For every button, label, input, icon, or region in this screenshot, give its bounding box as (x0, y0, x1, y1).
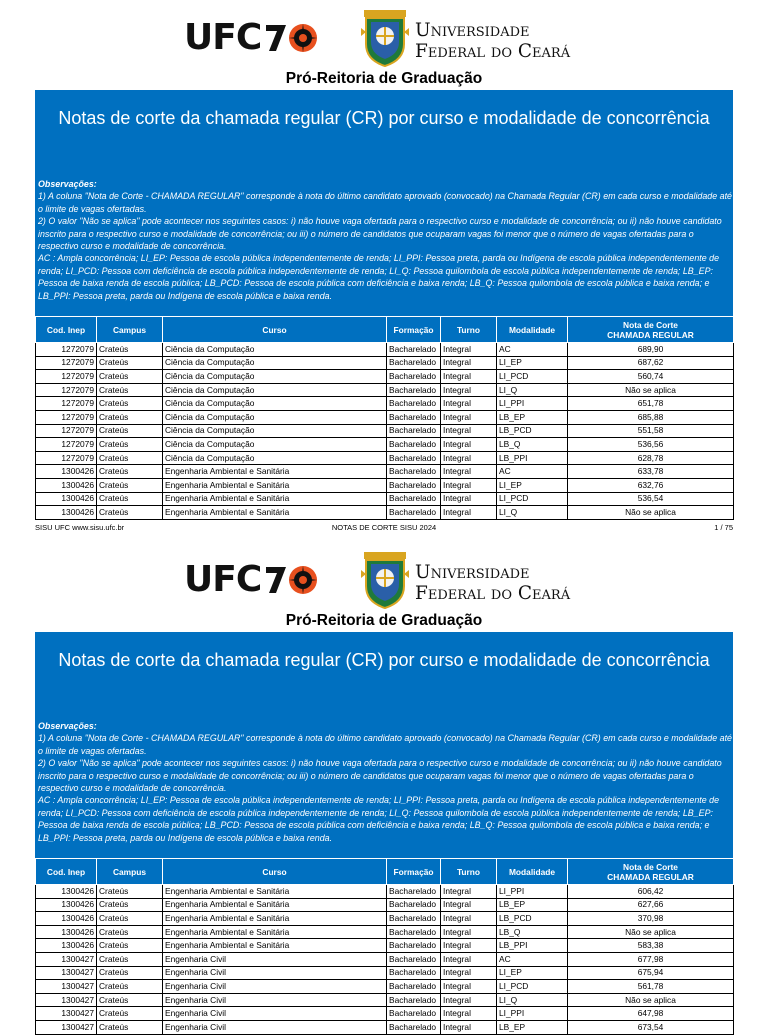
table-row (36, 465, 734, 479)
table-body-page-1 (36, 343, 734, 520)
footer-doc-title: NOTAS DE CORTE SISU 2024 (331, 523, 437, 532)
cell-formacao: Bacharelado (387, 478, 441, 492)
seventy-logo-icon (264, 564, 318, 596)
table-row (36, 925, 734, 939)
cell-curso: Engenharia Ambiental e Sanitária (163, 492, 387, 506)
cell-campus: Crateús (97, 966, 163, 980)
observation-1: 1) A coluna "Nota de Corte - CHAMADA REGULAR" corresponde à nota do último candidato aprovado (convocado) na Chamada Regular (CR) em cada curso e modalidade até o limite de vagas ofertadas. (38, 191, 732, 214)
seventy-logo-icon (264, 22, 318, 54)
cell-campus: Crateús (97, 397, 163, 411)
cell-campus: Crateús (97, 424, 163, 438)
cutoff-table-page-1 (35, 316, 734, 520)
cell-turno: Integral (441, 451, 497, 465)
cell-turno: Integral (441, 912, 497, 926)
cell-inep: 1300427 (36, 966, 97, 980)
cell-nota: 673,54 (568, 1020, 734, 1034)
cell-formacao: Bacharelado (387, 397, 441, 411)
cell-formacao: Bacharelado (387, 438, 441, 452)
cell-campus: Crateús (97, 925, 163, 939)
cell-modalidade: LI_PPI (497, 397, 568, 411)
observations-heading: Observações: (38, 179, 97, 189)
cell-campus: Crateús (97, 438, 163, 452)
cell-inep: 1300426 (36, 925, 97, 939)
cell-nota: 606,42 (568, 885, 734, 899)
col-header-turno: Turno (441, 317, 497, 343)
table-row (36, 1020, 734, 1034)
cell-turno: Integral (441, 424, 497, 438)
university-name-line-1: Universidade (415, 562, 530, 583)
cell-modalidade: AC (497, 465, 568, 479)
cell-formacao: Bacharelado (387, 506, 441, 520)
cell-curso: Engenharia Civil (163, 980, 387, 994)
ufc-wordmark: UFC (184, 559, 262, 600)
cell-inep: 1272079 (36, 424, 97, 438)
cell-inep: 1300426 (36, 506, 97, 520)
cell-formacao: Bacharelado (387, 885, 441, 899)
cell-curso: Ciência da Computação (163, 383, 387, 397)
cell-curso: Engenharia Ambiental e Sanitária (163, 898, 387, 912)
cell-formacao: Bacharelado (387, 898, 441, 912)
header-logos (0, 8, 768, 68)
col-header-campus: Campus (97, 317, 163, 343)
cell-turno: Integral (441, 993, 497, 1007)
cell-curso: Engenharia Civil (163, 1020, 387, 1034)
cell-modalidade: LB_PPI (497, 451, 568, 465)
cell-formacao: Bacharelado (387, 343, 441, 357)
cell-curso: Engenharia Ambiental e Sanitária (163, 506, 387, 520)
cell-turno: Integral (441, 438, 497, 452)
cell-inep: 1300426 (36, 898, 97, 912)
pro-reitoria-heading: Pró-Reitoria de Graduação (285, 70, 483, 87)
cell-turno: Integral (441, 885, 497, 899)
cell-inep: 1272079 (36, 438, 97, 452)
table-row (36, 980, 734, 994)
cell-nota: 647,98 (568, 1007, 734, 1021)
cell-nota: 687,62 (568, 356, 734, 370)
table-row (36, 993, 734, 1007)
cell-curso: Engenharia Ambiental e Sanitária (163, 465, 387, 479)
cell-formacao: Bacharelado (387, 370, 441, 384)
cell-curso: Engenharia Civil (163, 993, 387, 1007)
cell-modalidade: LI_PPI (497, 885, 568, 899)
university-name-line-1: Universidade (415, 20, 530, 41)
table-row (36, 397, 734, 411)
cell-formacao: Bacharelado (387, 1007, 441, 1021)
cell-campus: Crateús (97, 885, 163, 899)
cell-turno: Integral (441, 966, 497, 980)
cell-turno: Integral (441, 383, 497, 397)
col-header-modalidade: Modalidade (497, 859, 568, 885)
col-header-formacao: Formação (387, 317, 441, 343)
table-row (36, 356, 734, 370)
cell-nota: 651,78 (568, 397, 734, 411)
table-row (36, 478, 734, 492)
cell-modalidade: LI_PCD (497, 980, 568, 994)
cell-modalidade: LI_PCD (497, 370, 568, 384)
cell-formacao: Bacharelado (387, 383, 441, 397)
ufc70-logo (184, 17, 318, 58)
cell-turno: Integral (441, 478, 497, 492)
col-header-nota-line-2: CHAMADA REGULAR (607, 871, 694, 882)
cell-formacao: Bacharelado (387, 492, 441, 506)
cell-inep: 1300426 (36, 939, 97, 953)
table-row (36, 912, 734, 926)
cell-curso: Ciência da Computação (163, 438, 387, 452)
cell-campus: Crateús (97, 939, 163, 953)
cell-turno: Integral (441, 492, 497, 506)
table-row (36, 885, 734, 899)
cell-nota: 551,58 (568, 424, 734, 438)
cell-curso: Ciência da Computação (163, 451, 387, 465)
university-name (415, 562, 570, 604)
cell-turno: Integral (441, 898, 497, 912)
cell-inep: 1272079 (36, 383, 97, 397)
cell-inep: 1300426 (36, 465, 97, 479)
ufc-crest-icon (360, 8, 410, 73)
cell-nota: 536,54 (568, 492, 734, 506)
document-title: Notas de corte da chamada regular (CR) por curso e modalidade de concorrência (58, 650, 710, 670)
cell-formacao: Bacharelado (387, 925, 441, 939)
table-body-page-2 (36, 885, 734, 1035)
cell-curso: Engenharia Ambiental e Sanitária (163, 912, 387, 926)
cell-modalidade: LB_EP (497, 1020, 568, 1034)
cell-turno: Integral (441, 410, 497, 424)
col-header-formacao: Formação (387, 859, 441, 885)
cell-formacao: Bacharelado (387, 980, 441, 994)
cell-inep: 1272079 (36, 356, 97, 370)
cell-campus: Crateús (97, 370, 163, 384)
table-row (36, 506, 734, 520)
cell-nota: 536,56 (568, 438, 734, 452)
cell-nota: 627,66 (568, 898, 734, 912)
cell-nota: 633,78 (568, 465, 734, 479)
cell-inep: 1300426 (36, 478, 97, 492)
observation-2: 2) O valor "Não se aplica" pode acontecer nos seguintes casos: i) não houve vaga ofertada para o respectivo curso e modalidade de concorrência; ou ii) não houve candidato inscrito para o respectivo curso e modalidade de concorrência; ou iii) o número de candidatos que ocuparam vagas foi menor que o número de vagas ofertadas para o respectivo curso e modalidade de concorrência. (38, 758, 722, 794)
table-row (36, 451, 734, 465)
cell-campus: Crateús (97, 478, 163, 492)
cell-curso: Engenharia Civil (163, 1007, 387, 1021)
cell-inep: 1300426 (36, 885, 97, 899)
cell-campus: Crateús (97, 492, 163, 506)
col-header-nota-line-1: Nota de Corte (623, 319, 678, 330)
table-header-row (36, 317, 734, 343)
cell-turno: Integral (441, 980, 497, 994)
cell-turno: Integral (441, 370, 497, 384)
cell-curso: Engenharia Ambiental e Sanitária (163, 925, 387, 939)
university-name-line-2: Federal do Ceará (415, 583, 571, 604)
table-row (36, 1007, 734, 1021)
document-page-2 (0, 542, 768, 1032)
cell-nota: Não se aplica (568, 925, 734, 939)
cell-campus: Crateús (97, 952, 163, 966)
table-row (36, 370, 734, 384)
cell-modalidade: LI_EP (497, 966, 568, 980)
cell-formacao: Bacharelado (387, 952, 441, 966)
cell-nota: Não se aplica (568, 506, 734, 520)
cell-formacao: Bacharelado (387, 966, 441, 980)
cell-curso: Engenharia Ambiental e Sanitária (163, 939, 387, 953)
cell-inep: 1300427 (36, 993, 97, 1007)
table-row (36, 898, 734, 912)
observation-legend: AC : Ampla concorrência; LI_EP: Pessoa de escola pública independentemente de renda; LI_PPI: Pessoa preta, parda ou Indígena de escola pública independentemente de renda; LI_PCD: Pessoa com deficiência de escola pública independentemente de renda; LI_Q: Pessoa quilombola de escola pública independentemente de renda; LB_EP: Pessoa de baixa renda de escola pública; LB_PCD: Pessoa de escola pública com deficiência e baixa renda; LB_Q: Pessoa quilombola de escola pública e baixa renda; e LB_PPI: Pessoa preta, parda ou Indígena de escola pública e baixa renda. (38, 253, 720, 301)
cell-inep: 1300426 (36, 492, 97, 506)
cell-campus: Crateús (97, 980, 163, 994)
cell-campus: Crateús (97, 465, 163, 479)
col-header-nota (568, 859, 734, 885)
observations-block (38, 720, 732, 844)
cell-formacao: Bacharelado (387, 993, 441, 1007)
cell-modalidade: LB_PCD (497, 912, 568, 926)
ufc70-logo (184, 559, 318, 600)
cell-campus: Crateús (97, 451, 163, 465)
cell-campus: Crateús (97, 506, 163, 520)
cell-campus: Crateús (97, 912, 163, 926)
title-banner (35, 90, 733, 316)
table-row (36, 383, 734, 397)
cell-turno: Integral (441, 925, 497, 939)
cell-curso: Engenharia Ambiental e Sanitária (163, 885, 387, 899)
cell-curso: Ciência da Computação (163, 424, 387, 438)
cell-formacao: Bacharelado (387, 356, 441, 370)
cell-modalidade: LB_Q (497, 438, 568, 452)
cell-curso: Engenharia Civil (163, 966, 387, 980)
cell-inep: 1300427 (36, 952, 97, 966)
col-header-turno: Turno (441, 859, 497, 885)
cell-turno: Integral (441, 939, 497, 953)
cell-campus: Crateús (97, 898, 163, 912)
cell-curso: Ciência da Computação (163, 410, 387, 424)
col-header-nota (568, 317, 734, 343)
col-header-nota-line-2: CHAMADA REGULAR (607, 329, 694, 340)
cell-modalidade: LB_Q (497, 925, 568, 939)
cutoff-table-page-2 (35, 858, 734, 1035)
cell-nota: 628,78 (568, 451, 734, 465)
cell-campus: Crateús (97, 993, 163, 1007)
cell-nota: 689,90 (568, 343, 734, 357)
cell-inep: 1272079 (36, 410, 97, 424)
cell-campus: Crateús (97, 356, 163, 370)
cell-curso: Ciência da Computação (163, 397, 387, 411)
cell-curso: Engenharia Civil (163, 952, 387, 966)
cell-nota: 370,98 (568, 912, 734, 926)
cell-modalidade: LI_EP (497, 356, 568, 370)
ufc-crest-icon (360, 550, 410, 615)
cell-inep: 1300427 (36, 1007, 97, 1021)
university-name-line-2: Federal do Ceará (415, 41, 571, 62)
table-row (36, 492, 734, 506)
cell-turno: Integral (441, 506, 497, 520)
cell-formacao: Bacharelado (387, 939, 441, 953)
cell-curso: Ciência da Computação (163, 343, 387, 357)
title-banner (35, 632, 733, 858)
cell-formacao: Bacharelado (387, 465, 441, 479)
cell-nota: 685,88 (568, 410, 734, 424)
cell-modalidade: LB_PPI (497, 939, 568, 953)
cell-inep: 1300427 (36, 1020, 97, 1034)
cell-formacao: Bacharelado (387, 410, 441, 424)
cell-inep: 1300427 (36, 980, 97, 994)
cell-nota: 583,38 (568, 939, 734, 953)
cell-campus: Crateús (97, 343, 163, 357)
cell-nota: Não se aplica (568, 383, 734, 397)
cell-nota: 632,76 (568, 478, 734, 492)
ufc-wordmark: UFC (184, 17, 262, 58)
cell-turno: Integral (441, 1020, 497, 1034)
cell-campus: Crateús (97, 383, 163, 397)
col-header-curso: Curso (163, 859, 387, 885)
observation-legend: AC : Ampla concorrência; LI_EP: Pessoa de escola pública independentemente de renda; LI_PPI: Pessoa preta, parda ou Indígena de escola pública independentemente de renda; LI_PCD: Pessoa com deficiência de escola pública independentemente de renda; LI_Q: Pessoa quilombola de escola pública independentemente de renda; LB_EP: Pessoa de baixa renda de escola pública; LB_PCD: Pessoa de escola pública com deficiência e baixa renda; LB_Q: Pessoa quilombola de escola pública e baixa renda; e LB_PPI: Pessoa preta, parda ou Indígena de escola pública e baixa renda. (38, 795, 720, 843)
cell-campus: Crateús (97, 1007, 163, 1021)
cell-curso: Ciência da Computação (163, 370, 387, 384)
cell-modalidade: LB_PCD (497, 424, 568, 438)
cell-turno: Integral (441, 1007, 497, 1021)
cell-modalidade: AC (497, 343, 568, 357)
cell-turno: Integral (441, 397, 497, 411)
university-name (415, 20, 570, 62)
cell-turno: Integral (441, 952, 497, 966)
cell-campus: Crateús (97, 1020, 163, 1034)
cell-modalidade: LI_PPI (497, 1007, 568, 1021)
table-row (36, 343, 734, 357)
cell-nota: 675,94 (568, 966, 734, 980)
footer-page-number: 1 / 75 (714, 523, 733, 532)
cell-modalidade: LB_EP (497, 410, 568, 424)
cell-modalidade: LI_Q (497, 383, 568, 397)
cell-formacao: Bacharelado (387, 912, 441, 926)
table-row (36, 952, 734, 966)
cell-inep: 1272079 (36, 451, 97, 465)
header-logos (0, 550, 768, 610)
col-header-modalidade: Modalidade (497, 317, 568, 343)
cell-modalidade: LI_Q (497, 506, 568, 520)
pro-reitoria-heading: Pró-Reitoria de Graduação (285, 612, 483, 629)
table-row (36, 424, 734, 438)
cell-modalidade: LB_EP (497, 898, 568, 912)
col-header-inep: Cod. Inep (36, 859, 97, 885)
table-row (36, 438, 734, 452)
cell-nota: 561,78 (568, 980, 734, 994)
cell-turno: Integral (441, 465, 497, 479)
observation-1: 1) A coluna "Nota de Corte - CHAMADA REGULAR" corresponde à nota do último candidato aprovado (convocado) na Chamada Regular (CR) em cada curso e modalidade até o limite de vagas ofertadas. (38, 733, 732, 756)
col-header-campus: Campus (97, 859, 163, 885)
cell-formacao: Bacharelado (387, 1020, 441, 1034)
cell-campus: Crateús (97, 410, 163, 424)
col-header-curso: Curso (163, 317, 387, 343)
cell-inep: 1272079 (36, 370, 97, 384)
cell-curso: Ciência da Computação (163, 356, 387, 370)
cell-modalidade: LI_EP (497, 478, 568, 492)
cell-formacao: Bacharelado (387, 451, 441, 465)
observation-2: 2) O valor "Não se aplica" pode acontecer nos seguintes casos: i) não houve vaga ofertada para o respectivo curso e modalidade de concorrência; ou ii) não houve candidato inscrito para o respectivo curso e modalidade de concorrência; ou iii) o número de candidatos que ocuparam vagas foi menor que o número de vagas ofertadas para o respectivo curso e modalidade de concorrência. (38, 216, 722, 252)
cell-modalidade: AC (497, 952, 568, 966)
document-title: Notas de corte da chamada regular (CR) por curso e modalidade de concorrência (58, 108, 710, 128)
cell-inep: 1272079 (36, 397, 97, 411)
observations-heading: Observações: (38, 721, 97, 731)
footer-site: SISU UFC www.sisu.ufc.br (35, 523, 125, 532)
cell-modalidade: LI_Q (497, 993, 568, 1007)
cell-nota: 677,98 (568, 952, 734, 966)
table-row (36, 966, 734, 980)
cell-inep: 1300426 (36, 912, 97, 926)
observations-block (38, 178, 732, 302)
cell-turno: Integral (441, 343, 497, 357)
cell-turno: Integral (441, 356, 497, 370)
col-header-inep: Cod. Inep (36, 317, 97, 343)
table-header-row (36, 859, 734, 885)
cell-nota: Não se aplica (568, 993, 734, 1007)
cell-modalidade: LI_PCD (497, 492, 568, 506)
cell-curso: Engenharia Ambiental e Sanitária (163, 478, 387, 492)
cell-formacao: Bacharelado (387, 424, 441, 438)
cell-nota: 560,74 (568, 370, 734, 384)
col-header-nota-line-1: Nota de Corte (623, 861, 678, 872)
table-row (36, 410, 734, 424)
cell-inep: 1272079 (36, 343, 97, 357)
table-row (36, 939, 734, 953)
